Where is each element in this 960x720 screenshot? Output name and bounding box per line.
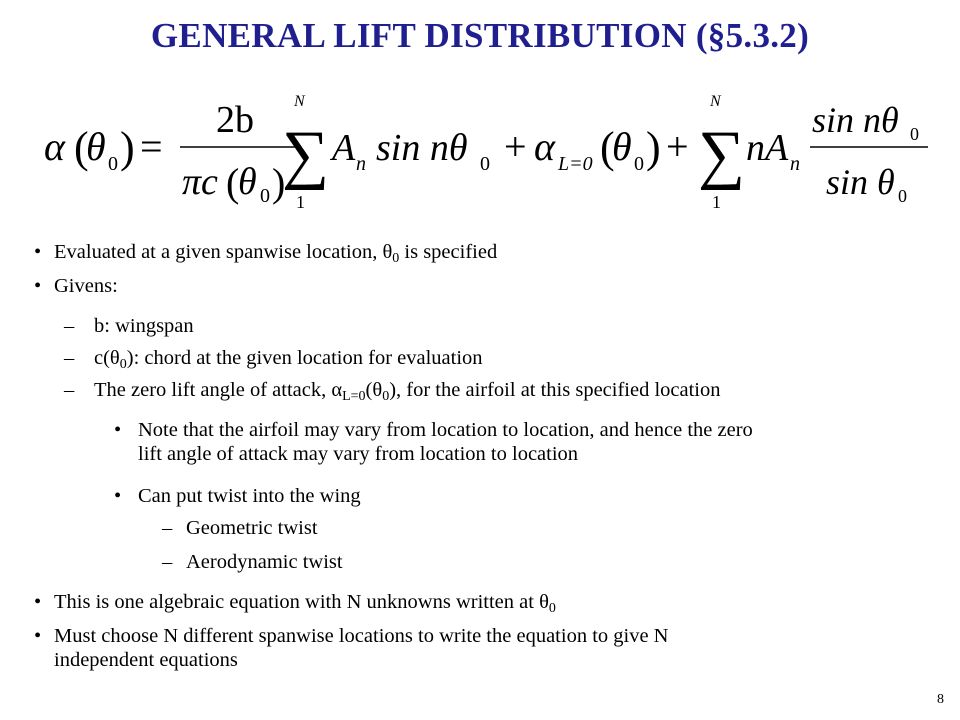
eq-sum1-upper: N [294, 93, 305, 110]
eq-sin-ntheta-sub: 0 [480, 153, 490, 175]
eq-theta-3: θ [612, 124, 632, 169]
page-number: 8 [937, 692, 944, 707]
eq-rparen-1: ) [120, 123, 135, 172]
eq-theta-1: θ [86, 124, 106, 169]
eq-numerator-2b: 2b [216, 99, 254, 141]
bullet-marker: • [34, 591, 42, 613]
dash-marker: – [162, 551, 173, 573]
eq-A-1: A [332, 127, 356, 169]
eq-theta-sub-1: 0 [108, 153, 118, 175]
dash-marker: – [162, 517, 173, 539]
eq-sum1-sigma: ∑ [282, 118, 330, 191]
bullet-marker: • [114, 419, 122, 441]
eq-A-sub-1: n [356, 153, 366, 175]
eq-equals: = [140, 124, 163, 169]
slide-title: GENERAL LIFT DISTRIBUTION (§5.3.2) [150, 16, 810, 55]
eq-sum1-lower: 1 [296, 192, 305, 212]
eq-L0-sub: L=0 [558, 153, 593, 175]
eq-theta-sub-3: 0 [634, 153, 644, 175]
eq-lparen-2: ( [226, 160, 240, 205]
lift-distribution-equation [30, 92, 930, 212]
eq-nA: nA [746, 127, 789, 169]
bullet-marker: • [114, 485, 122, 507]
dash-marker: – [64, 315, 75, 337]
eq-sum2-upper: N [710, 93, 721, 110]
eq-plus-2: + [666, 124, 689, 169]
eq-lparen-3: ( [600, 123, 615, 172]
eq-frac2-num-sub: 0 [910, 124, 919, 144]
eq-theta-2: θ [238, 161, 257, 203]
eq-lparen-1: ( [74, 123, 89, 172]
eq-frac2-den-sub: 0 [898, 186, 907, 206]
bullet-marker: • [34, 625, 42, 647]
eq-denominator-pic: πc [182, 161, 218, 203]
bullet-marker: • [34, 241, 42, 263]
eq-nA-sub: n [790, 153, 800, 175]
eq-frac2-denominator: sin θ [826, 162, 895, 202]
bullet-marker: • [34, 275, 42, 297]
eq-rparen-2: ) [272, 160, 286, 205]
eq-theta-sub-2: 0 [260, 185, 270, 207]
eq-frac2-numerator: sin nθ [812, 100, 899, 140]
eq-sum2-sigma: ∑ [698, 118, 746, 191]
eq-sum2-lower: 1 [712, 192, 721, 212]
eq-alpha-2: α [534, 124, 555, 169]
eq-sin-ntheta: sin nθ [376, 127, 468, 169]
dash-marker: – [64, 347, 75, 369]
eq-plus-1: + [504, 124, 527, 169]
eq-rparen-3: ) [646, 123, 661, 172]
dash-marker: – [64, 379, 75, 401]
eq-alpha: α [44, 124, 65, 169]
